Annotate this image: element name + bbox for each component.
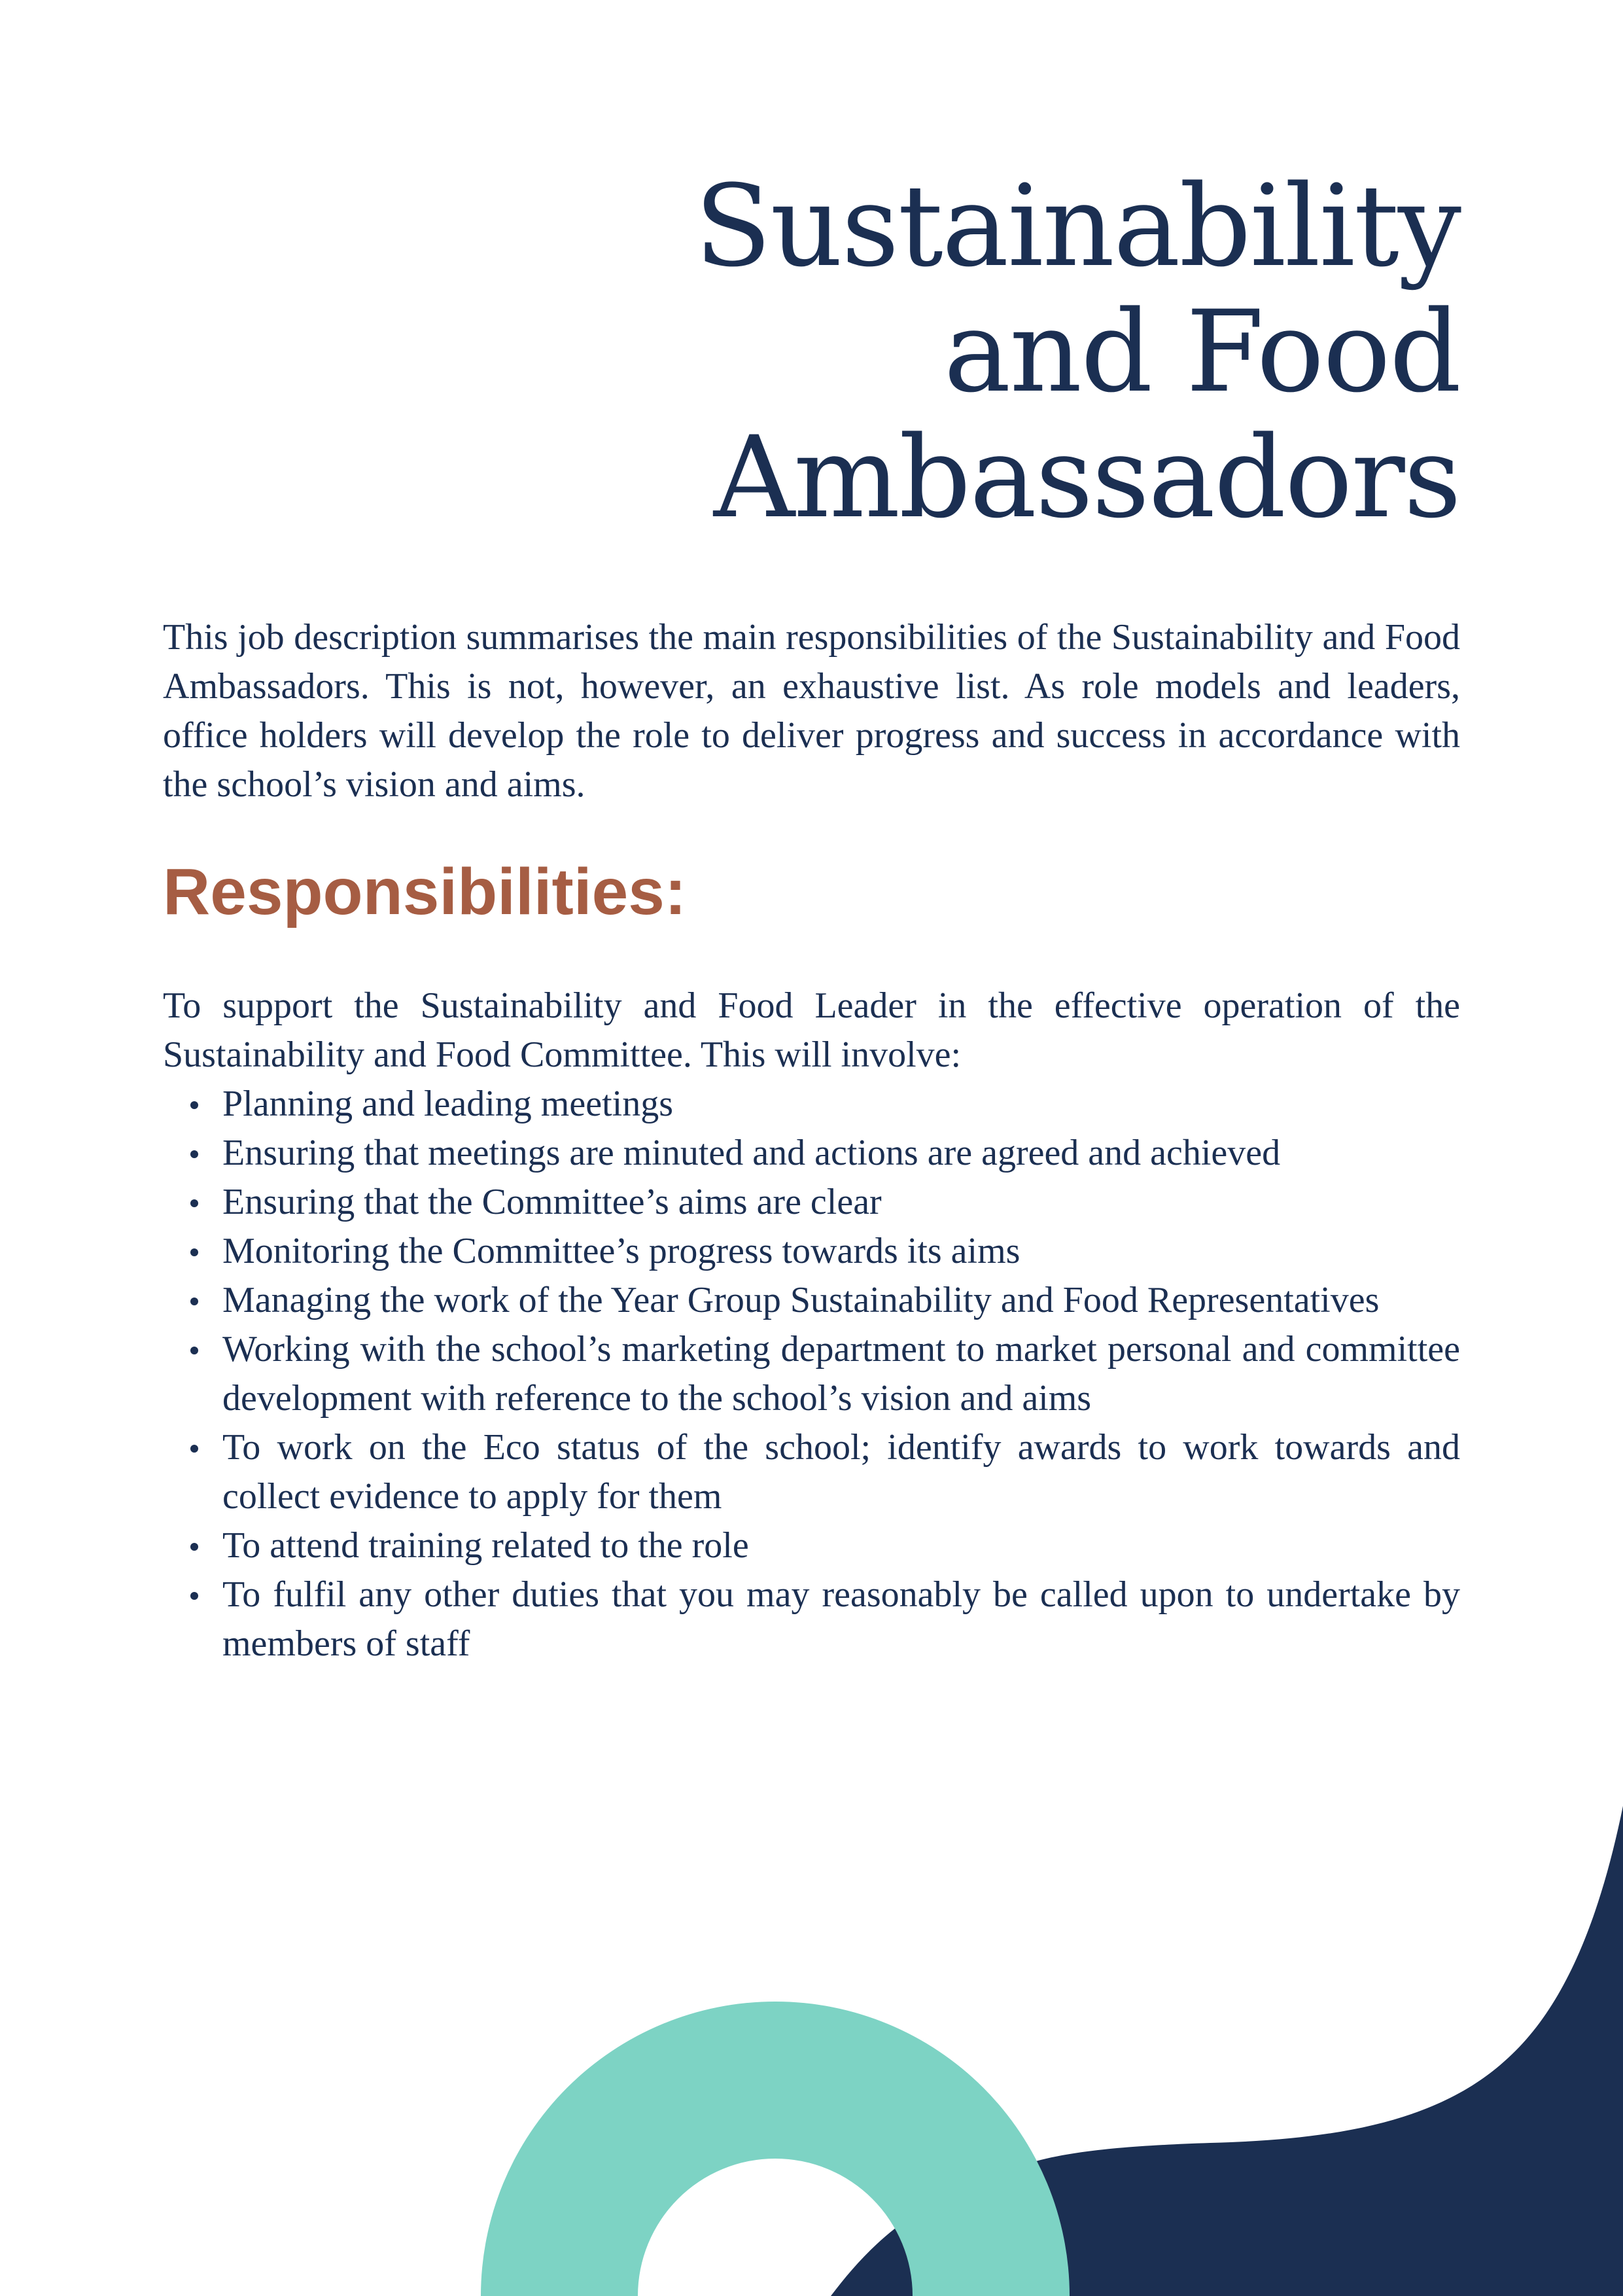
list-item <box>163 1178 1460 1227</box>
list-item <box>163 1423 1460 1521</box>
responsibilities-lead: To support the Sustainability and Food Leader in the effective operation of the Sustainability and Food Committee. This will involve: <box>163 985 1460 1075</box>
bullet-icon <box>190 1101 198 1109</box>
list-item <box>163 1080 1460 1129</box>
list-item-text: To work on the Eco status of the school; identify awards to work towards and collect evidence to apply for them <box>222 1427 1460 1517</box>
bullet-icon <box>190 1445 198 1453</box>
navy-wave-shape <box>831 1806 1623 2296</box>
bullet-icon <box>190 1150 198 1158</box>
page-title <box>544 160 1460 543</box>
responsibilities-list <box>163 1080 1460 1669</box>
bullet-icon <box>190 1543 198 1551</box>
bullet-icon <box>190 1298 198 1305</box>
list-item <box>163 1570 1460 1669</box>
list-item <box>163 1227 1460 1276</box>
list-item-text: Monitoring the Committee’s progress towards its aims <box>222 1231 1021 1271</box>
list-item <box>163 1276 1460 1325</box>
list-item-text: Ensuring that meetings are minuted and actions are agreed and achieved <box>222 1133 1281 1173</box>
bullet-icon <box>190 1199 198 1207</box>
intro-paragraph: This job description summarises the main responsibilities of the Sustainability and Food Ambassadors. This is not, however, an exhaustive list. As role models and leaders, office holders will develop the role to deliver progress and success in accordance with the school’s vision and aims. <box>163 617 1460 805</box>
list-item-text: Working with the school’s marketing department to market personal and committee development with reference to the school’s vision and aims <box>222 1329 1460 1419</box>
bullet-icon <box>190 1592 198 1600</box>
list-item-text: To fulfil any other duties that you may reasonably be called upon to undertake by members of staff <box>222 1574 1460 1664</box>
responsibilities-heading: Responsibilities: <box>163 855 687 928</box>
bullet-icon <box>190 1347 198 1354</box>
title-line-3: Ambassadors <box>713 412 1460 543</box>
list-item-text: Planning and leading meetings <box>222 1084 673 1124</box>
list-item-text: Managing the work of the Year Group Sustainability and Food Representatives <box>222 1280 1380 1320</box>
teal-arch-shape <box>481 2002 1070 2296</box>
list-item <box>163 1521 1460 1570</box>
title-line-1: Sustainability <box>694 160 1460 292</box>
list-item <box>163 1325 1460 1423</box>
bullet-icon <box>190 1248 198 1256</box>
list-item-text: To attend training related to the role <box>222 1525 749 1566</box>
list-item <box>163 1129 1460 1178</box>
list-item-text: Ensuring that the Committee’s aims are clear <box>222 1182 882 1222</box>
title-line-2: and Food <box>943 286 1460 417</box>
